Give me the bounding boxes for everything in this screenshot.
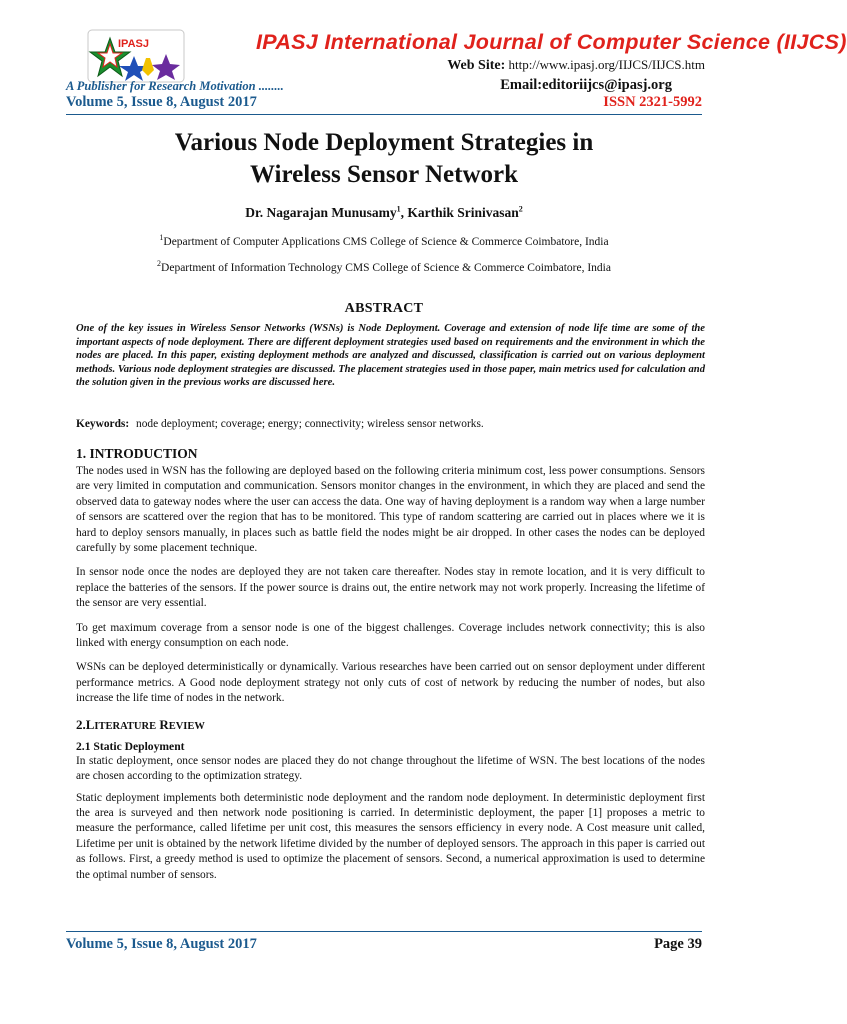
footer-divider <box>66 931 702 932</box>
affiliation-2-text: Department of Information Technology CMS College of Science & Commerce Coimbatore, India <box>161 262 611 274</box>
header-volume: Volume 5, Issue 8, August 2017 <box>66 94 257 110</box>
authors <box>66 205 702 221</box>
publisher-logo <box>88 30 184 82</box>
affiliation-2-sup: 2 <box>157 259 162 269</box>
page-number: Page 39 <box>654 936 702 952</box>
lit-heading-eview: EVIEW <box>168 720 205 732</box>
author-1: Dr. Nagarajan Munusamy <box>245 205 397 220</box>
header-divider <box>66 114 702 115</box>
intro-paragraph-3: To get maximum coverage from a sensor node is one of the biggest challenges. Coverage includes network connectivity; this is also linked with energy consumption on each node. <box>76 621 705 650</box>
static-paragraph-2: Static deployment implements both deterministic node deployment and the random node deployment. In deterministic deployment first the area is surveyed and then network node positioning is carried. In deterministic deployment, the paper [1] proposes a metric to measure the performance, called lifetime per unit cost, this measures the sensors efficiency in every node. A Cost measure unit called, Lifetime per unit is obtained by the network lifetime divided by the number of deployed sensors. The approach in this paper is carried out as follows. First, a greedy method is used to optimize the placement of sensors. Second, a numerical approximation is used to determine the optimal number of sensors. <box>76 791 705 881</box>
keywords <box>76 418 705 430</box>
logo-graphic <box>88 30 184 82</box>
intro-paragraph-1: The nodes used in WSN has the following are deployed based on the following criteria minimum cost, less power consumptions. Sensors are very limited in computation and communication. Sensors monitor changes in the environment, in which they are placed and send the observed data to gateway nodes where the user can access the data. One way of having deployment is a random way when a large number of sensors are scattered over the region that has to be monitored. This type of random scattering are carried out in places where we it is hard to deploy sensors manually, in places such as battle field the nodes might be air dropped. In other cases the nodes can be deployed carefully by some placement technique. <box>76 465 705 555</box>
affiliation-1-text: Department of Computer Applications CMS College of Science & Commerce Coimbatore, India <box>163 236 609 248</box>
affiliation-1-sup: 1 <box>159 233 164 243</box>
website-line <box>447 57 705 74</box>
footer-volume: Volume 5, Issue 8, August 2017 <box>66 936 257 952</box>
website-url[interactable]: http://www.ipasj.org/IIJCS/IIJCS.htm <box>508 57 705 72</box>
author-separator: , <box>400 205 408 220</box>
affiliation-1 <box>66 233 702 248</box>
lit-heading-r: R <box>159 716 169 732</box>
issn: ISSN 2321-5992 <box>603 94 702 110</box>
author-1-sup: 1 <box>396 204 401 214</box>
abstract-heading: ABSTRACT <box>344 301 424 316</box>
logo-text: IPASJ <box>118 38 149 50</box>
author-2-sup: 2 <box>518 204 523 214</box>
abstract-text: One of the key issues in Wireless Sensor Networks (WSNs) is Node Deployment. Coverage and extension of node life time are some of the important aspects of node deployment. There are different deployment strategies used based on requirements and the environment in which the nodes are placed. In this paper, existing deployment methods are analyzed and discussed, classification is carried out on various deployment methods. Various node deployment strategies are discussed. The placement strategies used in those paper, main metrics used for calculation and the solution given in the previous works are discussed here. <box>76 323 705 389</box>
paper-title-line-1: Various Node Deployment Strategies in <box>174 129 594 156</box>
lit-heading-l: L <box>85 716 95 732</box>
keywords-label: Keywords: <box>76 418 130 430</box>
intro-paragraph-2: In sensor node once the nodes are deployed they are not taken care thereafter. Nodes stay in remote location, and it is very difficult to replace the batteries of the sensors. If the power source is drains out, the entire network may not work properly. Increasing the lifetime of the sensor are very essential. <box>76 566 705 610</box>
keywords-text: node deployment; coverage; energy; connectivity; wireless sensor networks. <box>136 418 484 430</box>
affiliation-2 <box>66 259 702 274</box>
author-2: Karthik Srinivasan <box>407 205 519 220</box>
paper-title <box>66 127 702 191</box>
publisher-tagline: A Publisher for Research Motivation ........ <box>66 79 284 93</box>
website-label: Web Site: <box>447 58 506 73</box>
lit-heading-number: 2. <box>76 716 86 732</box>
journal-title: IPASJ International Journal of Computer Science (IIJCS) <box>256 30 847 54</box>
section-heading-introduction: 1. INTRODUCTION <box>76 446 198 461</box>
subsection-heading-static-deployment: 2.1 Static Deployment <box>76 739 185 753</box>
intro-paragraph-4: WSNs can be deployed deterministically or dynamically. Various researches have been carried out on sensor deployment under different performance metrics. A Good node deployment strategy not only cuts of cost of network by reducing the number of nodes, but also increase the life time of nodes in the network. <box>76 661 705 705</box>
lit-heading-iterature: ITERATURE <box>94 720 157 732</box>
paper-title-line-2: Wireless Sensor Network <box>249 161 519 188</box>
section-heading-literature-review <box>76 716 705 736</box>
editor-email[interactable]: Email:editoriijcs@ipasj.org <box>500 77 672 93</box>
body-text <box>76 445 705 883</box>
static-paragraph-1: In static deployment, once sensor nodes are placed they do not change throughout the lifetime of WSN. The best locations of the nodes are chosen according to the optimization strategy. <box>76 754 705 783</box>
